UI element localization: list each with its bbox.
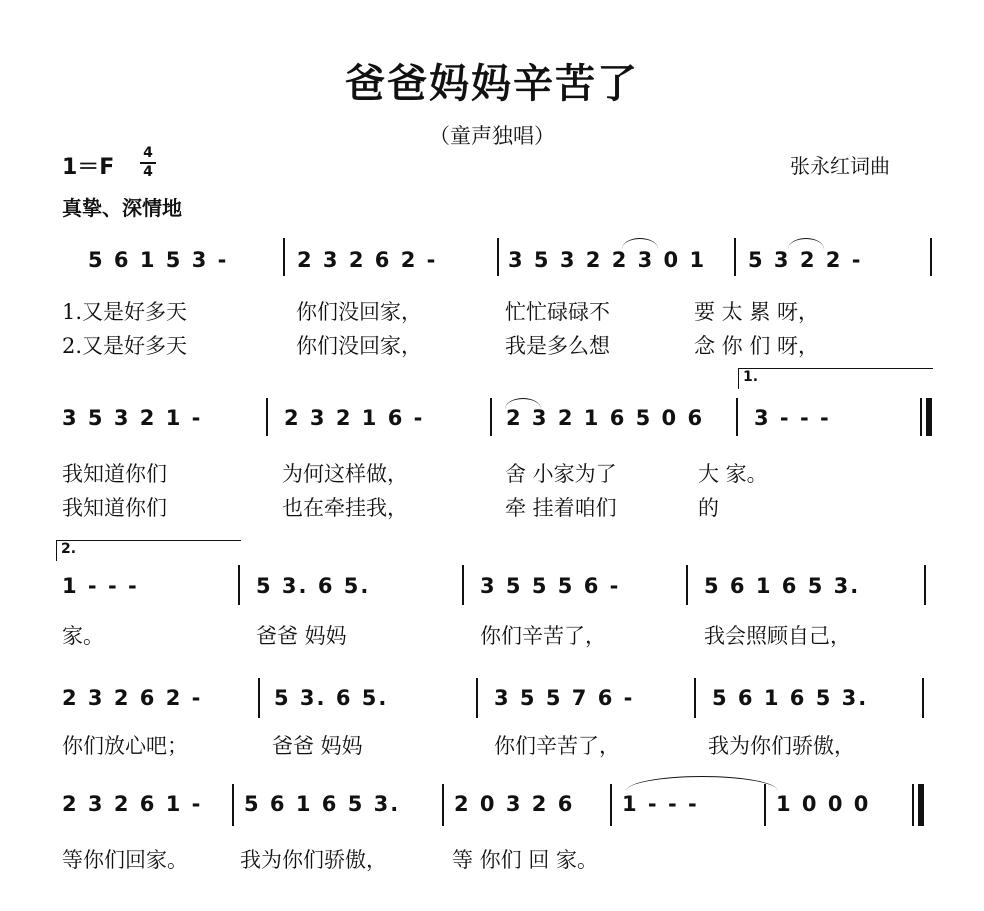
barline (442, 784, 444, 826)
lyric: 我为你们骄傲， (240, 848, 387, 872)
measure-notes: 3 5 5 5 6 - (480, 574, 621, 598)
barline (258, 678, 260, 718)
lyric-verse-1: 要 太 累 呀， (694, 300, 820, 324)
measure-notes: 2 3 2 1 6 5 0 6 (506, 406, 705, 430)
lyric: 等 你们 回 家。 (452, 848, 599, 872)
lyric: 等你们回家。 (62, 848, 188, 872)
tempo-marking: 真挚、深情地 (62, 196, 182, 220)
barline (266, 398, 268, 436)
second-ending-label: 2. (61, 541, 77, 557)
barline (283, 238, 285, 276)
measure-notes: 2 3 2 1 6 - (284, 406, 425, 430)
key-signature: 1＝F (62, 155, 115, 180)
lyric-verse-2: 你们没回家， (296, 334, 422, 358)
repeat-barline-thick (926, 398, 932, 436)
measure-notes: 5 3 2 2 - (748, 248, 863, 272)
measure-notes: 5 6 1 6 5 3. (704, 574, 861, 598)
second-ending (56, 540, 241, 561)
lyric: 我会照顾自己， (704, 624, 851, 648)
measure-notes: 1 0 0 0 (776, 792, 871, 816)
barline (476, 678, 478, 718)
measure-notes: 2 3 2 6 2 - (297, 248, 438, 272)
measure-notes: 1 - - - (622, 792, 699, 816)
measure-notes: 5 3. 6 5. (256, 574, 371, 598)
lyric: 你们放心吧； (62, 734, 188, 758)
barline (497, 238, 499, 276)
lyric-verse-2: 的 (698, 496, 719, 520)
lyric: 你们辛苦了， (480, 624, 606, 648)
lyric-verse-2: 牵 挂着咱们 (505, 496, 617, 520)
time-signature-top: 4 (143, 145, 153, 161)
first-ending (738, 368, 933, 389)
lyric-verse-1: 大 家。 (698, 462, 768, 486)
barline (734, 238, 736, 276)
measure-notes: 2 3 2 6 2 - (62, 686, 203, 710)
barline (736, 398, 738, 436)
lyric-verse-1: 1.又是好多天 (62, 300, 188, 324)
measure-notes: 2 3 2 6 1 - (62, 792, 203, 816)
lyric-verse-2: 我是多么想 (505, 334, 610, 358)
measure-notes: 5 6 1 5 3 - (88, 248, 229, 272)
lyric-verse-1: 为何这样做， (282, 462, 408, 486)
song-title: 爸爸妈妈辛苦了 (345, 60, 639, 107)
measure-notes: 5 6 1 6 5 3. (712, 686, 869, 710)
final-barline (912, 784, 914, 826)
final-barline-thick (918, 784, 924, 826)
lyric-verse-1: 我知道你们 (62, 462, 167, 486)
time-signature-bottom: 4 (143, 164, 153, 180)
lyric: 爸爸 妈妈 (272, 734, 363, 758)
lyric-verse-1: 忙忙碌碌不 (505, 300, 610, 324)
measure-notes: 1 - - - (62, 574, 139, 598)
barline (764, 784, 766, 826)
time-signature (140, 146, 156, 180)
repeat-barline (920, 398, 922, 436)
measure-notes: 5 3. 6 5. (274, 686, 389, 710)
barline (490, 398, 492, 436)
lyric-verse-2: 我知道你们 (62, 496, 167, 520)
measure-notes: 3 - - - (754, 406, 831, 430)
tie (626, 776, 778, 791)
performance-note: （童声独唱） (429, 124, 555, 148)
lyric-verse-2: 念 你 们 呀， (694, 334, 820, 358)
lyric-verse-1: 舍 小家为了 (505, 462, 617, 486)
lyric: 你们辛苦了， (494, 734, 620, 758)
lyric-verse-2: 2.又是好多天 (62, 334, 188, 358)
first-ending-label: 1. (743, 369, 759, 385)
measure-notes: 5 6 1 6 5 3. (244, 792, 401, 816)
barline (232, 784, 234, 826)
lyric: 我为你们骄傲， (708, 734, 855, 758)
barline (930, 238, 932, 276)
barline (462, 565, 464, 605)
lyric: 爸爸 妈妈 (256, 624, 347, 648)
barline (238, 565, 240, 605)
composer-credit: 张永红词曲 (790, 154, 890, 178)
barline (924, 565, 926, 605)
lyric-verse-1: 你们没回家， (296, 300, 422, 324)
barline (694, 678, 696, 718)
lyric-verse-2: 也在牵挂我， (282, 496, 408, 520)
measure-notes: 2 0 3 2 6 (454, 792, 575, 816)
barline (610, 784, 612, 826)
barline (922, 678, 924, 718)
measure-notes: 3 5 3 2 1 - (62, 406, 203, 430)
measure-notes: 3 5 3 2 2 3 0 1 (508, 248, 707, 272)
barline (686, 565, 688, 605)
lyric: 家。 (62, 624, 104, 648)
measure-notes: 3 5 5 7 6 - (494, 686, 635, 710)
